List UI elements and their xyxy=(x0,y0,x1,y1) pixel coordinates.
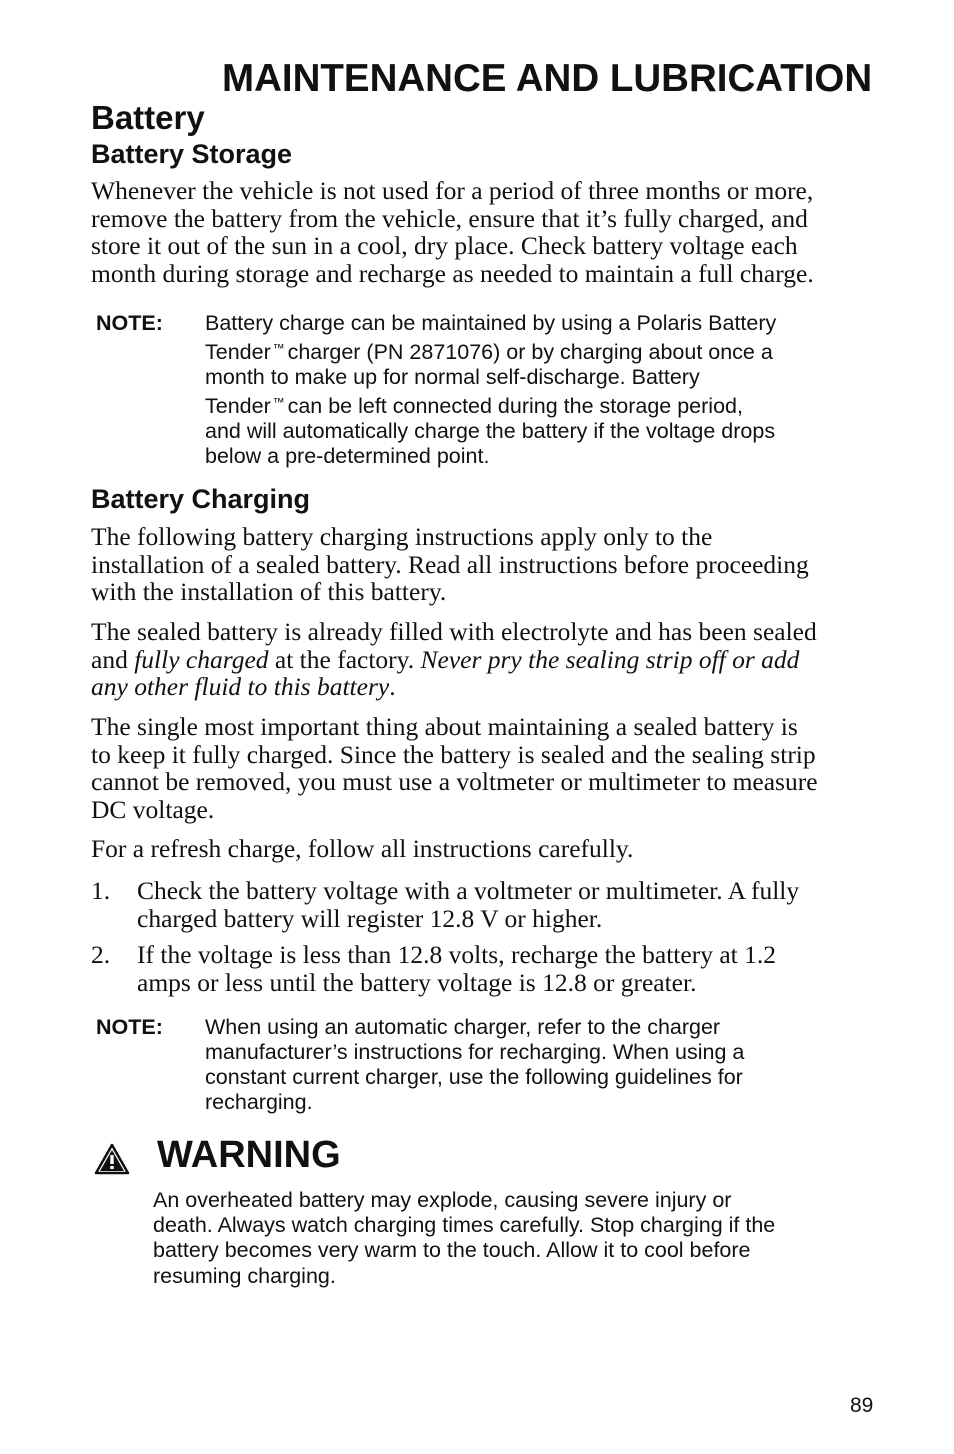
page-number: 89 xyxy=(850,1394,874,1417)
text-run: at the factory. xyxy=(268,644,421,674)
note-line xyxy=(205,336,895,365)
step-number: 1. xyxy=(91,876,111,905)
step-line: Check the battery voltage with a voltmeter or multimeter. A fully xyxy=(137,876,800,905)
storage-line: month during storage and recharge as needed to maintain a full charge. xyxy=(91,258,814,288)
warning-line: resuming charging. xyxy=(153,1263,336,1288)
note-line: When using an automatic charger, refer to the charger xyxy=(205,1015,721,1039)
paragraph-line: For a refresh charge, follow all instructions carefully. xyxy=(91,834,634,863)
note-line: month to make up for normal self-discharge. Battery xyxy=(205,365,700,390)
note-line: and will automatically charge the battery if the voltage drops xyxy=(205,419,776,444)
trademark-symbol: ™ xyxy=(272,341,285,355)
emphasis-fully-charged: fully charged xyxy=(134,644,269,674)
warning-text xyxy=(153,1188,903,1289)
paragraph-line: The single most important thing about maintaining a sealed battery is xyxy=(91,712,798,741)
step-text xyxy=(137,941,897,996)
paragraph-line: The following battery charging instructions apply only to the xyxy=(91,522,713,551)
warning-title: WARNING xyxy=(157,1134,341,1176)
paragraph-line: DC voltage. xyxy=(91,794,215,824)
chapter-title: MAINTENANCE AND LUBRICATION xyxy=(222,57,873,100)
storage-note-text xyxy=(205,311,895,469)
tender-word: Tender xyxy=(205,340,271,365)
warning-line: battery becomes very warm to the touch. Allow it to cool before xyxy=(153,1238,751,1263)
storage-heading: Battery Storage xyxy=(91,139,293,169)
trademark-symbol: ™ xyxy=(272,395,285,410)
charging-heading: Battery Charging xyxy=(91,484,311,514)
charging-paragraph-3 xyxy=(91,713,891,823)
storage-paragraph xyxy=(91,177,891,287)
storage-line: remove the battery from the vehicle, ensure that it’s fully charged, and xyxy=(91,203,808,233)
paragraph-line: cannot be removed, you must use a voltmeter or multimeter to measure xyxy=(91,767,818,796)
storage-note-label: NOTE: xyxy=(96,311,163,335)
section-title: Battery xyxy=(91,99,205,136)
text-run: . xyxy=(389,672,396,701)
tender-word: Tender xyxy=(205,394,271,419)
step-text xyxy=(137,877,897,932)
note-line: below a pre-determined point. xyxy=(205,444,490,469)
paragraph-line xyxy=(91,673,891,701)
note-line-rest: can be left connected during the storage period, xyxy=(287,394,743,419)
note-line xyxy=(205,390,895,419)
note-line: Battery charge can be maintained by using a Polaris Battery xyxy=(205,311,777,335)
paragraph-line: to keep it fully charged. Since the battery is sealed and the sealing strip xyxy=(91,739,816,769)
charging-paragraph-4 xyxy=(91,835,891,863)
text-run: and xyxy=(91,644,135,674)
step-line: charged battery will register 12.8 V or higher. xyxy=(137,903,603,933)
charging-paragraph-2 xyxy=(91,618,891,701)
storage-line: store it out of the sun in a cool, dry place. Check battery voltage each xyxy=(91,231,798,260)
note-line-rest: charger (PN 2871076) or by charging about once a xyxy=(287,340,773,365)
emphasis-warning-text: any other fluid to this battery xyxy=(91,672,390,701)
charging-note-text xyxy=(205,1015,895,1115)
charging-note-label: NOTE: xyxy=(96,1015,163,1039)
storage-line: Whenever the vehicle is not used for a period of three months or more, xyxy=(91,176,814,205)
paragraph-line: installation of a sealed battery. Read all instructions before proceeding xyxy=(91,549,809,579)
step-line: amps or less until the battery voltage is 12.8 or greater. xyxy=(137,967,697,997)
paragraph-line: The sealed battery is already filled with electrolyte and has been sealed xyxy=(91,617,817,646)
paragraph-line: with the installation of this battery. xyxy=(91,577,447,606)
note-line: manufacturer’s instructions for recharging. When using a xyxy=(205,1040,745,1064)
note-line: recharging. xyxy=(205,1090,313,1114)
step-number: 2. xyxy=(91,940,111,969)
charging-paragraph-1 xyxy=(91,523,891,606)
warning-line: An overheated battery may explode, causing severe injury or xyxy=(153,1188,732,1212)
warning-triangle-icon xyxy=(94,1143,130,1175)
note-line: constant current charger, use the following guidelines for xyxy=(205,1065,743,1089)
emphasis-warning-text: Never pry the sealing strip off or add xyxy=(420,644,800,674)
step-line: If the voltage is less than 12.8 volts, recharge the battery at 1.2 xyxy=(137,940,776,969)
paragraph-line xyxy=(91,646,891,674)
warning-line: death. Always watch charging times carefully. Stop charging if the xyxy=(153,1213,776,1238)
